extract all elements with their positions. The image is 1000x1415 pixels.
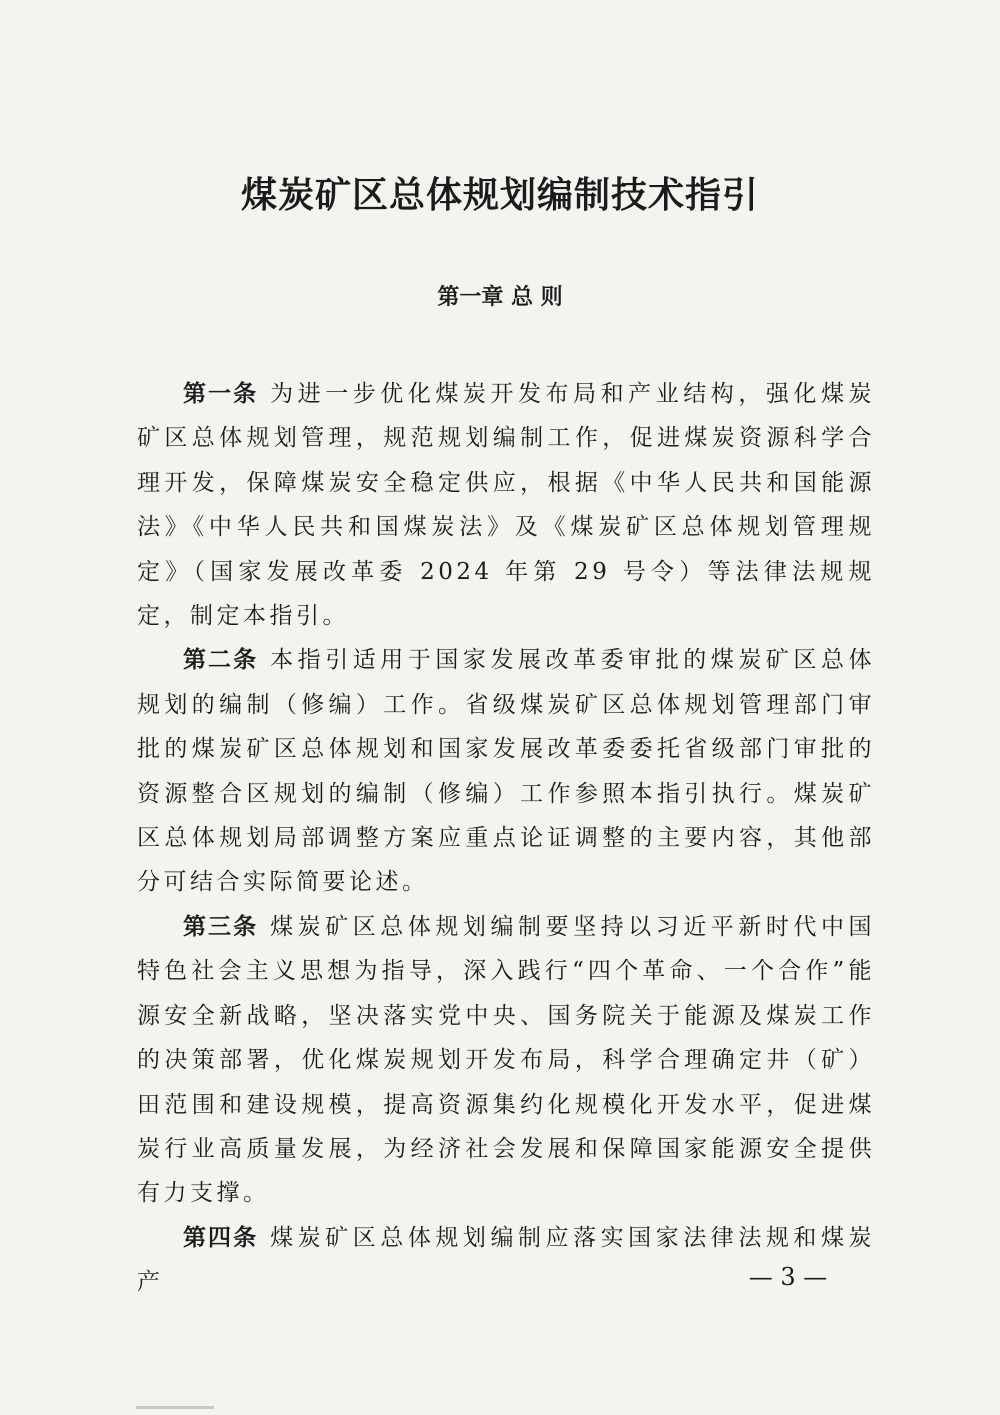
page-number: — 3 — [748, 1263, 828, 1291]
article-2-number: 第二条 [183, 647, 259, 674]
article-3-text: 煤炭矿区总体规划编制要坚持以习近平新时代中国特色社会主义思想为指导，深入践行“四个革命、一个合作”能源安全新战略，坚决落实党中央、国务院关于能源及煤炭工作的决策部署，优化煤炭规划开发布局，科学合理确定井（矿）田范围和建设规模，提高资源集约化规模化开发水平，促进煤炭行业高质量发展，为经济社会发展和保障国家能源安全提供有力支撑。 [137, 913, 875, 1207]
scan-edge-mark [136, 1406, 214, 1409]
article-4-text: 煤炭矿区总体规划编制应落实国家法律法规和煤炭产 [137, 1224, 875, 1296]
article-1-text: 为进一步优化煤炭开发布局和产业结构，强化煤炭矿区总体规划管理，规范规划编制工作，促进煤炭资源科学合理开发，保障煤炭安全稳定供应，根据《中华人民共和国能源法》《中华人民共和国煤炭法》及《煤炭矿区总体规划管理规定》（国家发展改革委 2024 年第 29 号令）等法律法规规定，制定本指引。 [137, 381, 875, 630]
article-2-text: 本指引适用于国家发展改革委审批的煤炭矿区总体规划的编制（修编）工作。省级煤炭矿区总体规划管理部门审批的煤炭矿区总体规划和国家发展改革委委托省级部门审批的资源整合区规划的编制（修编）工作参照本指引执行。煤炭矿区总体规划局部调整方案应重点论证调整的主要内容，其他部分可结合实际简要论述。 [137, 647, 875, 896]
article-1 [137, 372, 875, 638]
article-4-number: 第四条 [183, 1224, 259, 1251]
article-3-number: 第三条 [183, 913, 259, 940]
document-body [137, 372, 875, 1305]
chapter-heading: 第一章 总 则 [437, 285, 563, 310]
article-1-number: 第一条 [183, 381, 259, 407]
article-3 [137, 905, 875, 1216]
article-2 [137, 638, 875, 904]
document-title: 煤炭矿区总体规划编制技术指引 [240, 175, 759, 216]
